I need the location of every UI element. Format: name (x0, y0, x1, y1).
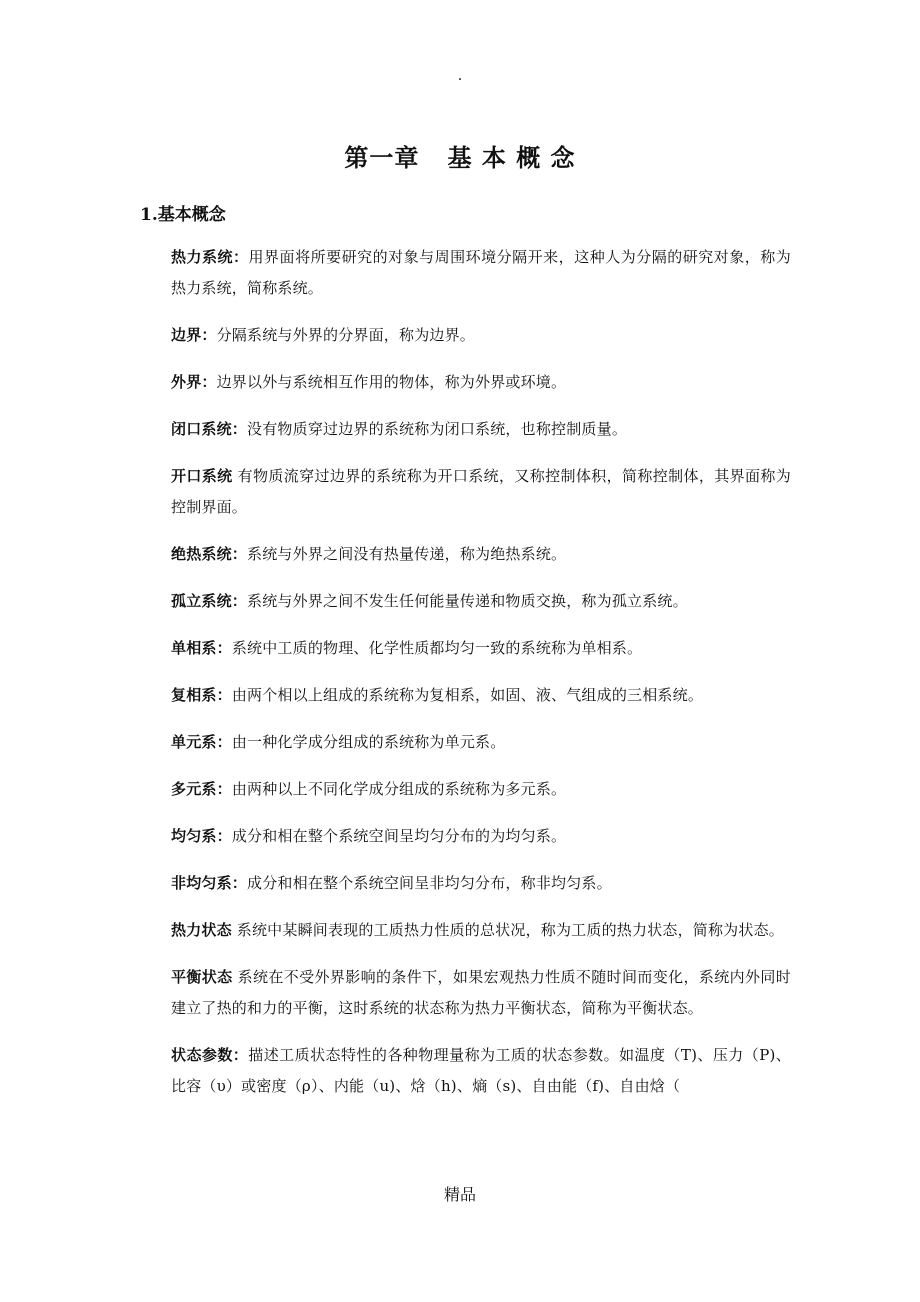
definition-text: 系统在不受外界影响的条件下，如果宏观热力性质不随时间而变化，系统内外同时建立了热的和力的平衡，这时系统的状态称为热力平衡状态，简称为平衡状态。 (171, 968, 792, 1017)
chapter-title: 第一章 基 本 概 念 (344, 143, 576, 172)
definition-closed-system (171, 414, 791, 445)
definition-term: 单相系： (171, 639, 232, 657)
definition-term: 多元系： (171, 780, 232, 798)
section-heading: 1.基本概念 (140, 205, 226, 225)
definition-text: 成分和相在整个系统空间呈非均匀分布，称非均匀系。 (247, 874, 612, 892)
definition-homogeneous-system (171, 821, 791, 852)
definition-text: 分隔系统与外界的分界面，称为边界。 (216, 326, 476, 344)
definition-surroundings (171, 367, 791, 398)
definition-thermodynamic-system (171, 242, 791, 304)
definition-text: 成分和相在整个系统空间呈均匀分布的为均匀系。 (231, 827, 567, 845)
definition-single-component-system (171, 727, 791, 758)
definition-term: 单元系： (171, 733, 232, 751)
definition-term: 非均匀系： (171, 874, 248, 892)
definition-term: 状态参数： (171, 1046, 249, 1064)
definition-text: 描述工质状态特性的各种物理量称为工质的状态参数。如温度（T)、压力（P)、比容（υ）或密度（ρ）、内能（u)、焓（h)、熵（s)、自由能（f)、自由焓（ (171, 1046, 791, 1095)
definition-term: 均匀系： (171, 827, 232, 845)
definition-heterogeneous-system (171, 868, 791, 899)
definition-text: 系统中某瞬间表现的工质热力性质的总状况，称为工质的热力状态，简称为状态。 (231, 921, 784, 939)
definition-term: 孤立系统： (171, 592, 248, 610)
definition-adiabatic-system (171, 539, 791, 570)
definition-term: 平衡状态 (171, 968, 233, 986)
definition-term: 复相系： (171, 686, 232, 704)
page-footer: 精品 (443, 1185, 476, 1204)
definitions-list (171, 242, 791, 1118)
definition-open-system (171, 461, 791, 523)
definition-single-phase-system (171, 633, 791, 664)
definition-text: 有物质流穿过边界的系统称为开口系统，又称控制体积，简称控制体，其界面称为控制界面。 (171, 467, 792, 516)
definition-multi-component-system (171, 774, 791, 805)
definition-text: 系统与外界之间没有热量传递，称为绝热系统。 (247, 545, 567, 563)
definition-text: 由两种以上不同化学成分组成的系统称为多元系。 (231, 780, 567, 798)
definition-state-parameters (171, 1040, 791, 1102)
definition-term: 绝热系统： (171, 545, 248, 563)
definition-term: 开口系统 (171, 467, 233, 485)
definition-term: 闭口系统： (171, 420, 248, 438)
definition-text: 没有物质穿过边界的系统称为闭口系统，也称控制质量。 (247, 420, 628, 438)
definition-boundary (171, 320, 791, 351)
definition-multi-phase-system (171, 680, 791, 711)
definition-thermodynamic-state (171, 915, 791, 946)
definition-text: 系统中工质的物理、化学性质都均匀一致的系统称为单相系。 (231, 639, 643, 657)
definition-term: 热力状态 (171, 921, 232, 939)
definition-term: 边界： (171, 326, 217, 344)
definition-text: 由两个相以上组成的系统称为复相系，如固、液、气组成的三相系统。 (231, 686, 704, 704)
definition-isolated-system (171, 586, 791, 617)
definition-term: 热力系统： (171, 248, 249, 266)
definition-text: 系统与外界之间不发生任何能量传递和物质交换，称为孤立系统。 (247, 592, 688, 610)
definition-text: 边界以外与系统相互作用的物体，称为外界或环境。 (216, 373, 567, 391)
definition-equilibrium-state (171, 962, 791, 1024)
definition-term: 外界： (171, 373, 217, 391)
definition-text: 由一种化学成分组成的系统称为单元系。 (231, 733, 506, 751)
page-header-mark: . (457, 68, 463, 84)
definition-text: 用界面将所要研究的对象与周围环境分隔开来，这种人为分隔的研究对象，称为热力系统，简称系统。 (171, 248, 791, 297)
